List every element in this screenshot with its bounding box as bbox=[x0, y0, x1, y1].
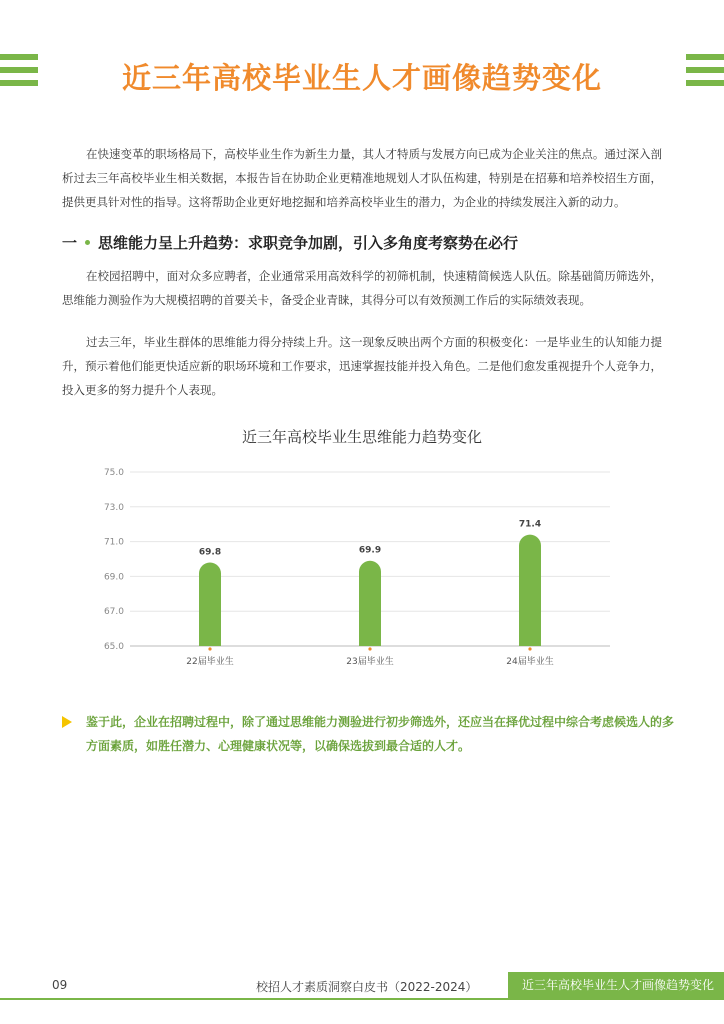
bar-chart bbox=[100, 460, 620, 680]
bar bbox=[519, 535, 541, 646]
y-tick-label: 69.0 bbox=[103, 572, 124, 583]
axis-marker bbox=[208, 647, 211, 650]
data-label: 69.9 bbox=[358, 545, 382, 556]
chart-title: 近三年高校毕业生思维能力趋势变化 bbox=[241, 428, 482, 446]
triangle-arrow-icon bbox=[62, 716, 72, 728]
footer-document-title: 校招人才素质洞察白皮书（2022-2024） bbox=[256, 980, 478, 994]
y-tick-label: 73.0 bbox=[103, 502, 124, 513]
bullet-dot-icon bbox=[85, 240, 90, 245]
y-tick-label: 65.0 bbox=[103, 642, 124, 652]
paragraph-1: 在校园招聘中，面对众多应聘者，企业通常采用高效科学的初筛机制，快速精简候选人队伍。除基础简历筛选外，思维能力测验作为大规模招聘的首要关卡，备受企业青睐，其得分可以有效预测工作后的实际绩效表现。 bbox=[62, 269, 662, 307]
page-title: 近三年高校毕业生人才画像趋势变化 bbox=[121, 61, 602, 95]
intro-paragraph: 在快速变革的职场格局下，高校毕业生作为新生力量，其人才特质与发展方向已成为企业关注的焦点。通过深入剖析过去三年高校毕业生相关数据，本报告旨在协助企业更精准地规划人才队伍构建，特别是在招募和培养校招生方面，提供更具针对性的指导。这将帮助企业更好地挖掘和培养高校毕业生的潜力，为企业的持续发展注入新的动力。 bbox=[62, 147, 662, 209]
note-text: 鉴于此，企业在招聘过程中，除了通过思维能力测验进行初步筛选外，还应当在择优过程中综合考虑候选人的多方面素质，如胜任潜力、心理健康状况等，以确保选拔到最合适的人才。 bbox=[86, 715, 675, 753]
section-number: 一 bbox=[62, 234, 78, 252]
page-number: 09 bbox=[52, 978, 68, 992]
bar bbox=[199, 562, 221, 646]
axis-marker bbox=[528, 647, 531, 650]
footer-section-tag: 近三年高校毕业生人才画像趋势变化 bbox=[508, 972, 724, 998]
bar bbox=[359, 561, 381, 646]
axis-marker bbox=[368, 647, 371, 650]
y-tick-label: 75.0 bbox=[103, 468, 124, 478]
x-tick-label: 24届毕业生 bbox=[506, 657, 554, 667]
x-tick-label: 22届毕业生 bbox=[186, 657, 234, 667]
section-heading bbox=[62, 232, 518, 253]
section-heading-text: 思维能力呈上升趋势：求职竞争加剧，引入多角度考察势在必行 bbox=[98, 234, 519, 252]
paragraph-2: 过去三年，毕业生群体的思维能力得分持续上升。这一现象反映出两个方面的积极变化：一是毕业生的认知能力提升，预示着他们能更快适应新的职场环境和工作要求，迅速掌握技能并投入角色。二是他们愈发重视提升个人竞争力，投入更多的努力提升个人表现。 bbox=[62, 335, 662, 397]
data-label: 69.8 bbox=[198, 547, 222, 558]
y-tick-label: 67.0 bbox=[103, 607, 124, 618]
data-label: 71.4 bbox=[518, 519, 542, 530]
footer-divider bbox=[0, 998, 724, 1000]
x-tick-label: 23届毕业生 bbox=[346, 657, 394, 667]
y-tick-label: 71.0 bbox=[103, 537, 124, 548]
note-callout bbox=[62, 710, 682, 758]
